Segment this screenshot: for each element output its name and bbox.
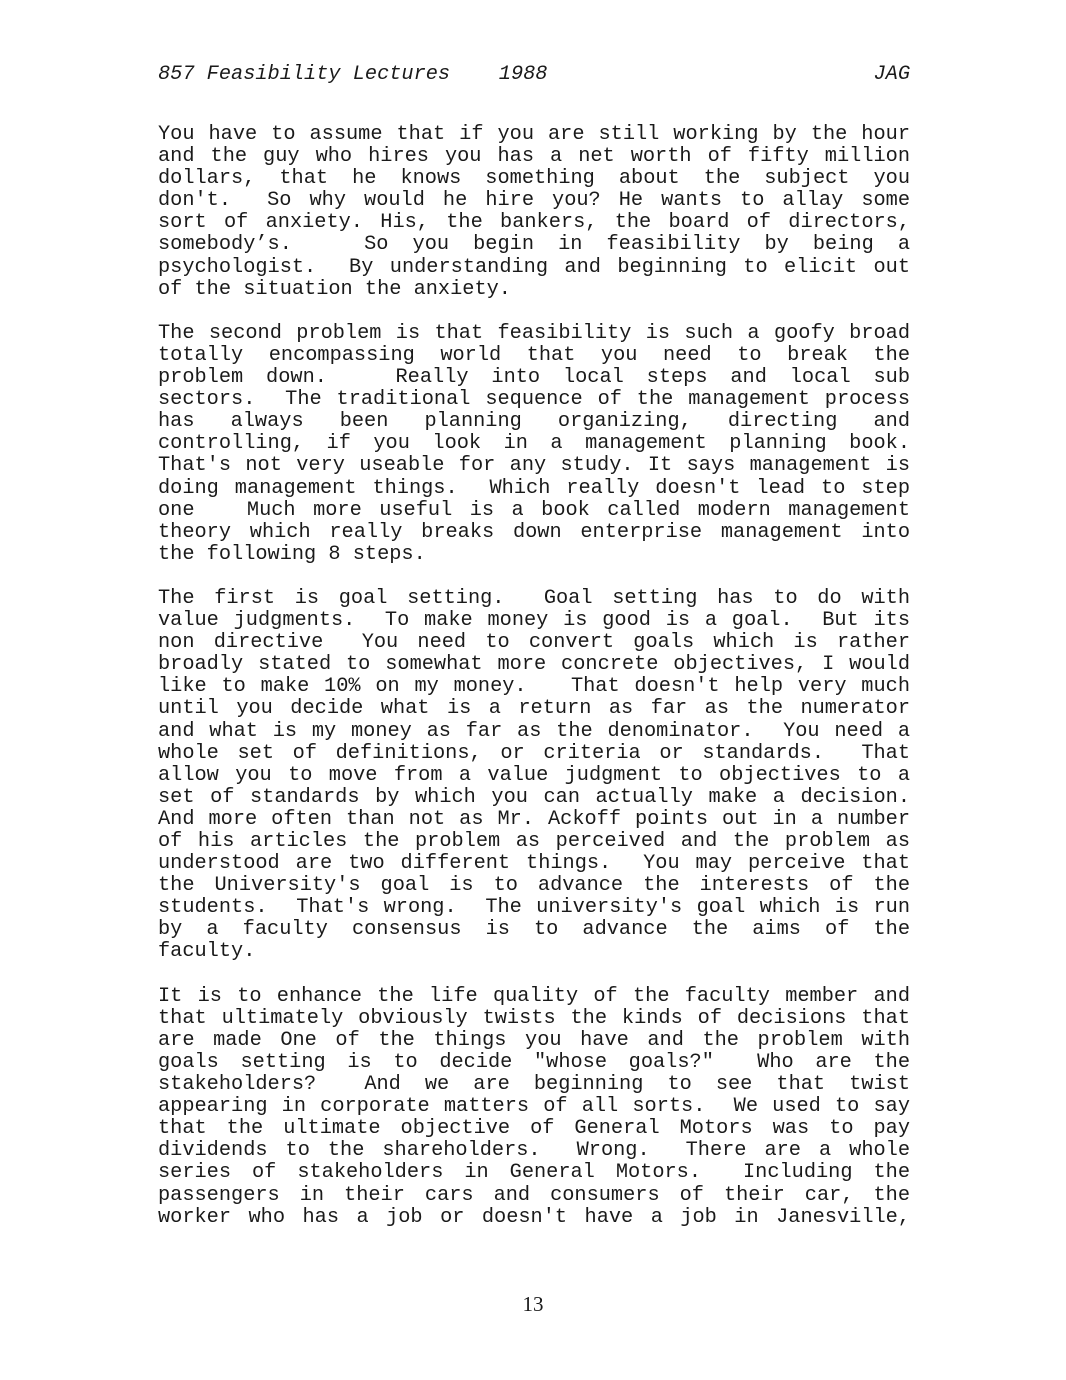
text-line: stakeholders? And we are beginning to see that twist [158,1073,910,1097]
text-line: theory which really breaks down enterprise management into [158,520,910,544]
text-line: goals setting is to decide "whose goals?" Who are the [158,1050,910,1074]
page-number: 13 [522,1292,544,1316]
text-line: of the situation the anxiety. [158,277,511,301]
text-line: totally encompassing world that you need to break the [158,343,910,367]
text-line: students. That's wrong. The university's goal which is run [158,896,910,920]
text-line: And more often than not as Mr. Ackoff points out in a number [158,807,910,831]
text-line: and what is my money as far as the denominator. You need a [158,719,910,743]
text-line: has always been planning organizing, directing and [158,410,910,434]
text-line: like to make 10% on my money. That doesn't help very much [158,675,910,699]
text-line: don't. So why would he hire you? He wants to allay some [158,189,910,213]
text-line: appearing in corporate matters of all sorts. We used to say [158,1095,910,1119]
text-line: sectors. The traditional sequence of the management process [158,388,910,412]
text-line: The first is goal setting. Goal setting has to do with [158,586,910,610]
page-header [158,62,910,88]
text-line: whole set of definitions, or criteria or standards. That [158,741,910,765]
paragraph [158,986,910,1229]
text-line: and the guy who hires you has a net worth of fifty million [158,145,910,169]
text-line: broadly stated to somewhat more concrete objectives, I would [158,653,910,677]
text-line: doing management things. Which really doesn't lead to step [158,476,910,500]
text-line: sort of anxiety. His, the bankers, the board of directors, [158,211,910,235]
text-line: That's not very useable for any study. It says management is [158,454,910,478]
text-line: series of stakeholders in General Motors. Including the [158,1161,910,1185]
text-line: of his articles the problem as perceived and the problem as [158,830,910,853]
text-line: the University's goal is to advance the interests of the [158,874,910,898]
paragraph [158,323,910,566]
text-line: understood are two different things. You may perceive that [158,852,910,876]
text-line: dollars, that he knows something about the subject you [158,167,910,191]
text-line: psychologist. By understanding and beginning to elicit out [158,255,910,279]
text-line: set of standards by which you can actually make a decision. [158,785,910,809]
text-line: value judgments. To make money is good is a goal. But its [158,609,910,633]
text-line: faculty. [158,940,256,964]
text-line: by a faculty consensus is to advance the aims of the [158,918,910,942]
text-line: one Much more useful is a book called modern management [158,498,910,522]
body-text [158,124,910,1251]
text-line: problem down. Really into local steps and local sub [158,366,910,390]
text-line: allow you to move from a value judgment to objectives to a [158,763,910,787]
text-line: are made One of the things you have and the problem with [158,1028,910,1052]
header-author-initials: JAG [873,63,910,86]
text-line: You have to assume that if you are still working by the hour [158,123,910,146]
text-line: non directive You need to convert goals which is rather [158,631,910,655]
paragraph [158,588,910,964]
text-line: dividends to the shareholders. Wrong. There are a whole [158,1139,910,1163]
text-line: The second problem is that feasibility is such a goofy broad [158,321,910,345]
text-line: It is to enhance the life quality of the faculty member and [158,984,910,1008]
text-line: controlling, if you look in a management planning book. [158,432,910,456]
text-line: that ultimately obviously twists the kinds of decisions that [158,1006,910,1030]
text-line: that the ultimate objective of General Motors was to pay [158,1117,910,1141]
header-course-title: 857 Feasibility Lectures 1988 [158,63,548,86]
text-line: until you decide what is a return as far as the numerator [158,697,910,721]
text-line: passengers in their cars and consumers of their car, the [158,1183,910,1207]
text-line: somebody’s. So you begin in feasibility by being a [158,233,910,257]
paragraph [158,124,910,301]
text-line: worker who has a job or doesn't have a job in Janesville, [158,1205,910,1229]
text-line: the following 8 steps. [158,542,426,566]
